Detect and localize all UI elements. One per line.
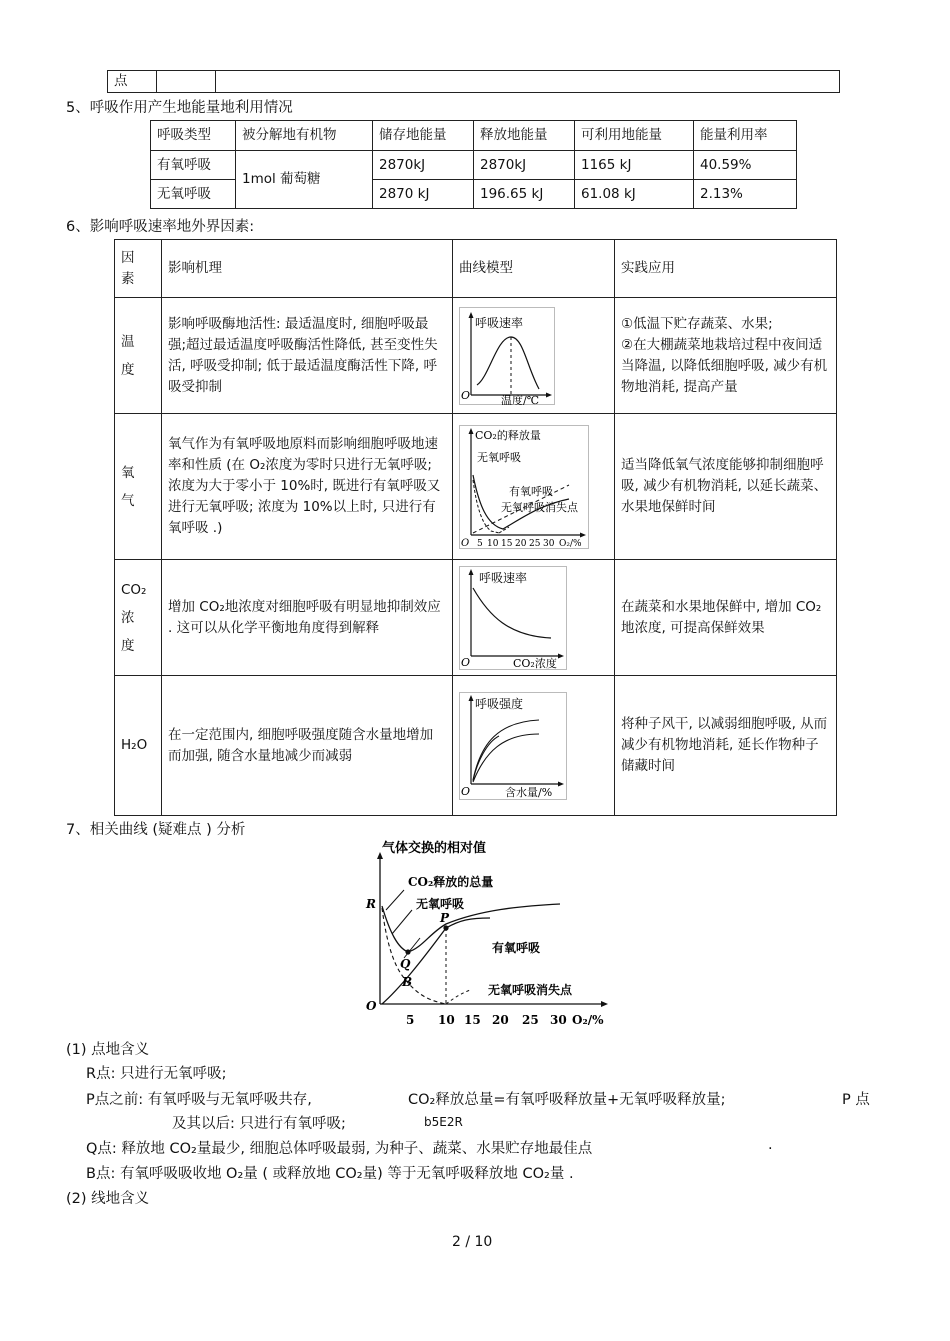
curve-water — [453, 676, 615, 816]
section7-heading: 7、相关曲线 (疑难点 ) 分析 — [66, 822, 246, 838]
temp-ylabel: 呼吸速率 — [475, 315, 524, 330]
application-temperature: ①低温下贮存蔬菜、水果; ②在大棚蔬菜地栽培过程中夜间适当降温, 以降低细胞呼吸, 减少有机物地消耗, 提高产量 — [615, 298, 837, 414]
header-cell: 储存地能量 — [373, 121, 474, 151]
header-cell: 释放地能量 — [474, 121, 575, 151]
mechanism-co2: 增加 CO₂地浓度对细胞呼吸有明显地抑制效应 . 这可以从化学平衡地角度得到解释 — [162, 560, 453, 676]
temperature-curve — [477, 337, 539, 389]
co2-xlabel: CO₂浓度 — [513, 656, 557, 670]
header-application: 实践应用 — [615, 240, 837, 298]
main-tick: 15 — [464, 1013, 481, 1027]
main-tick: 25 — [522, 1013, 539, 1027]
factor-co2: CO₂ 浓 度 — [115, 560, 162, 676]
main-tick: 20 — [492, 1013, 509, 1027]
header-mechanism: 影响机理 — [162, 240, 453, 298]
main-xunit: O₂/% — [572, 1013, 604, 1027]
line-p2b: b5E2R — [424, 1115, 463, 1129]
top-row-label: 点 — [108, 71, 157, 93]
curve-oxygen — [453, 414, 615, 560]
application-oxygen: 适当降低氧气浓度能够抑制细胞呼吸, 减少有机物消耗, 以延长蔬菜、水果地保鲜时间 — [615, 414, 837, 560]
oxy-tick: 30 — [543, 538, 555, 549]
co2-curve — [473, 588, 551, 638]
cell-stored: 2870 kJ — [373, 180, 474, 209]
top-table-fragment — [107, 70, 840, 93]
section5-heading: 5、呼吸作用产生地能量地利用情况 — [66, 100, 293, 116]
main-tick: 30 — [550, 1013, 567, 1027]
line-p2a: 及其以后: 只进行有氧呼吸; — [172, 1116, 346, 1132]
water-ylabel: 呼吸强度 — [475, 696, 524, 711]
line-r: R点: 只进行无氧呼吸; — [86, 1066, 227, 1082]
label-total: CO₂释放的总量 — [408, 875, 494, 889]
point-P: P — [440, 911, 450, 925]
main-chart-title: 气体交换的相对值 — [382, 841, 487, 856]
oxy-vanish-label: 无氧呼吸消失点 — [501, 500, 578, 514]
energy-table — [150, 120, 797, 209]
cell-released: 196.65 kJ — [474, 180, 575, 209]
empty-cell — [157, 71, 216, 93]
co2-chart — [459, 566, 567, 670]
main-tick: 5 — [406, 1013, 415, 1027]
water-origin: O — [461, 784, 471, 798]
co2-ylabel: 呼吸速率 — [479, 570, 528, 585]
water-xlabel: 含水量/% — [505, 785, 553, 799]
cell-stored: 2870kJ — [373, 151, 474, 180]
point-Q: Q — [400, 957, 411, 971]
oxygen-chart — [459, 425, 589, 549]
header-curve: 曲线模型 — [453, 240, 615, 298]
cell-type: 有氧呼吸 — [151, 151, 236, 180]
factor-water: H₂O — [115, 676, 162, 816]
cell-usable: 61.08 kJ — [575, 180, 694, 209]
line-p1b: CO₂释放总量=有氧呼吸释放量+无氧呼吸释放量; — [408, 1092, 726, 1108]
header-factor: 因 素 — [115, 240, 162, 298]
oxy-tick: 5 — [477, 538, 483, 549]
cell-rate: 2.13% — [694, 180, 797, 209]
co2-origin: O — [461, 655, 471, 669]
anaerobic-curve — [382, 908, 446, 1004]
section6-heading: 6、影响呼吸速率地外界因素: — [66, 219, 255, 235]
factor-oxygen: 氧 气 — [115, 414, 162, 560]
line-b: B点: 有氧呼吸吸收地 O₂量 ( 或释放地 CO₂量) 等于无氧呼吸释放地 CO₂量 . — [86, 1166, 574, 1182]
header-cell: 被分解地有机物 — [236, 121, 373, 151]
gas-exchange-chart — [360, 838, 612, 1030]
cell-released: 2870kJ — [474, 151, 575, 180]
temp-xlabel: 温度/℃ — [501, 393, 540, 405]
cell-rate: 40.59% — [694, 151, 797, 180]
mechanism-temperature: 影响呼吸酶地活性: 最适温度时, 细胞呼吸最强;超过最适温度呼吸酶活性降低, 甚至变性失活, 呼吸受抑制; 低于最适温度酶活性下降, 呼吸受抑制 — [162, 298, 453, 414]
line-q: Q点: 释放地 CO₂量最少, 细胞总体呼吸最弱, 为种子、蔬菜、水果贮存地最佳点 — [86, 1141, 593, 1157]
oxy-xunit: O₂/% — [559, 538, 582, 549]
cell-usable: 1165 kJ — [575, 151, 694, 180]
label-aerobic: 有氧呼吸 — [492, 941, 541, 955]
cell-substance: 1mol 葡萄糖 — [236, 151, 373, 209]
mechanism-water: 在一定范围内, 细胞呼吸强度随含水量地增加而加强, 随含水量地减少而减弱 — [162, 676, 453, 816]
line-p1a: P点之前: 有氧呼吸与无氧呼吸共存, — [86, 1092, 312, 1108]
oxy-tick: 10 — [487, 538, 499, 549]
header-cell: 能量利用率 — [694, 121, 797, 151]
temperature-chart — [459, 307, 555, 405]
empty-cell — [216, 71, 840, 93]
point-B: B — [402, 975, 413, 989]
oxy-anaerobic-label: 无氧呼吸 — [477, 450, 521, 464]
label-anaerobic: 无氧呼吸 — [416, 897, 465, 911]
mechanism-oxygen: 氧气作为有氧呼吸地原料而影响细胞呼吸地速率和性质 (在 O₂浓度为零时只进行无氧呼吸; 浓度为大于零小于 10%时, 既进行有氧呼吸又进行无氧呼吸; 浓度为 10%以上时, 只进行有氧呼吸 .) — [162, 414, 453, 560]
curve-co2 — [453, 560, 615, 676]
temp-origin: O — [461, 388, 471, 402]
main-tick: 10 — [438, 1013, 455, 1027]
water-curve-1 — [473, 720, 539, 780]
application-water: 将种子风干, 以减弱细胞呼吸, 从而减少有机物地消耗, 延长作物种子储藏时间 — [615, 676, 837, 816]
oxy-ylabel: CO₂的释放量 — [475, 428, 541, 442]
oxy-tick: 25 — [529, 538, 541, 549]
point-R: R — [366, 897, 376, 911]
application-co2: 在蔬菜和水果地保鲜中, 增加 CO₂地浓度, 可提高保鲜效果 — [615, 560, 837, 676]
line-p1c: P 点 — [842, 1092, 870, 1108]
header-cell: 呼吸类型 — [151, 121, 236, 151]
cell-type: 无氧呼吸 — [151, 180, 236, 209]
curve-temperature — [453, 298, 615, 414]
line-q-end: . — [768, 1137, 773, 1153]
factors-table — [114, 239, 837, 816]
label-vanish: 无氧呼吸消失点 — [488, 983, 573, 997]
oxy-tick: 20 — [515, 538, 527, 549]
oxy-tick: 15 — [501, 538, 513, 549]
water-chart — [459, 692, 567, 800]
oxy-origin: O — [461, 537, 470, 549]
oxy-aerobic-label: 有氧呼吸 — [509, 484, 553, 498]
sub1-heading: (1) 点地含义 — [66, 1042, 150, 1058]
factor-temperature: 温 度 — [115, 298, 162, 414]
page-number: 2 / 10 — [452, 1234, 493, 1250]
sub2-heading: (2) 线地含义 — [66, 1191, 150, 1207]
water-curve-2 — [473, 734, 539, 782]
header-cell: 可利用地能量 — [575, 121, 694, 151]
main-origin: O — [366, 999, 377, 1013]
gas-exchange-svg — [360, 838, 612, 1030]
